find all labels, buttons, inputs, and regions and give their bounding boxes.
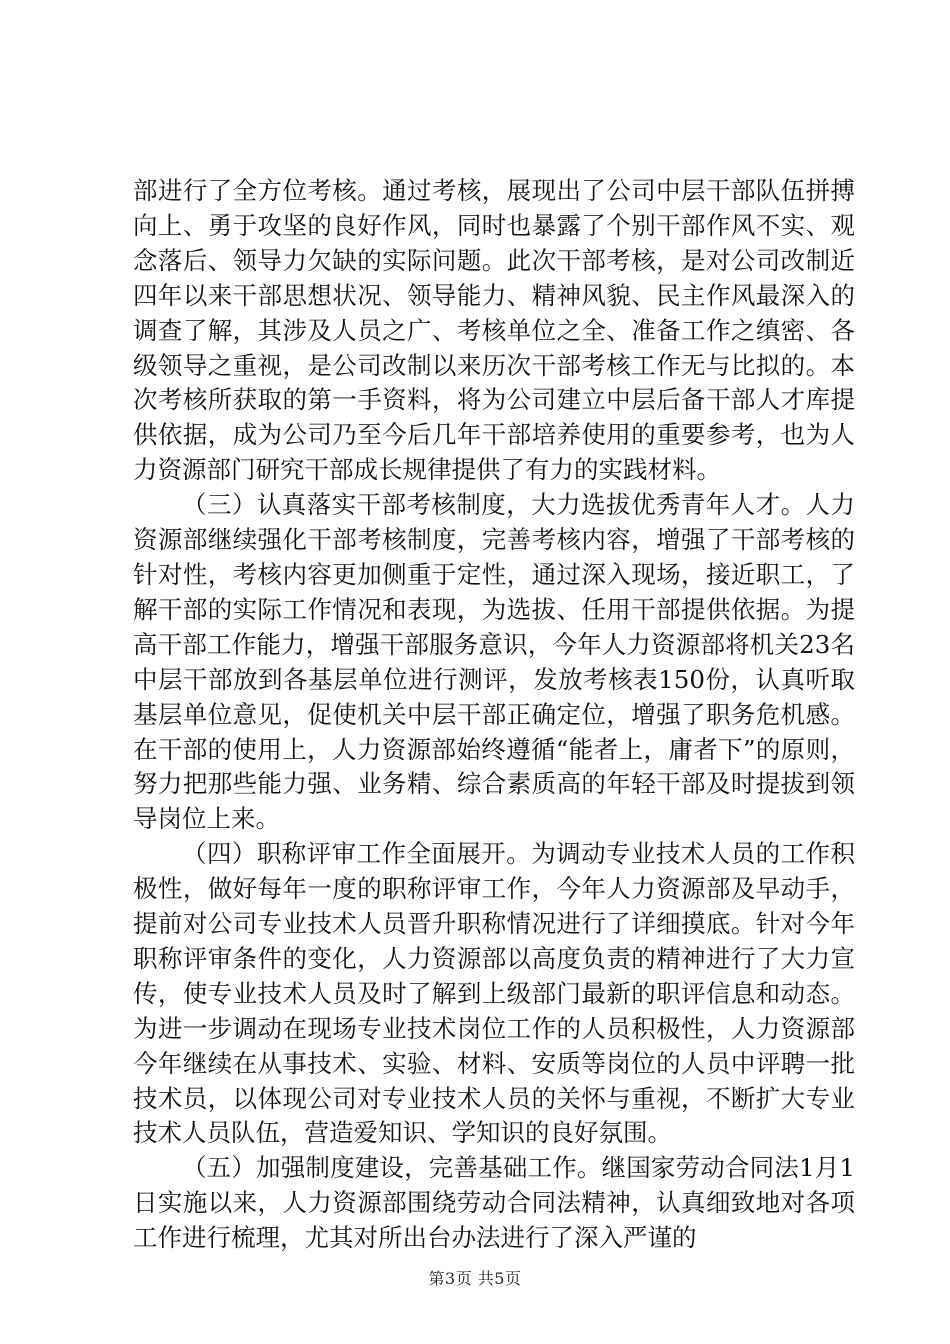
document-body (133, 174, 855, 1256)
paragraph-section-4: （四）职称评审工作全面展开。为调动专业技术人员的工作积极性，做好每年一度的职称评审工作，今年人力资源部及早动手，提前对公司专业技术人员晋升职称情况进行了详细摸底。针对今年职称评审条件的变化，人力资源部以高度负责的精神进行了大力宣传，使专业技术人员及时了解到上级部门最新的职评信息和动态。为进一步调动在现场专业技术岗位工作的人员积极性，人力资源部今年继续在从事技术、实验、材料、安质等岗位的人员中评聘一批技术员，以体现公司对专业技术人员的关怀与重视，不断扩大专业技术人员队伍，营造爱知识、学知识的良好氛围。 (133, 839, 855, 1148)
page-number-footer: 第3页 共5页 (428, 1269, 522, 1288)
paragraph-section-5: （五）加强制度建设，完善基础工作。继国家劳动合同法1月1日实施以来，人力资源部围绕劳动合同法精神，认真细致地对各项工作进行梳理，尤其对所出台办法进行了深入严谨的 (133, 1153, 855, 1253)
paragraph-section-3: （三）认真落实干部考核制度，大力选拔优秀青年人才。人力资源部继续强化干部考核制度，完善考核内容，增强了干部考核的针对性，考核内容更加侧重于定性，通过深入现场，接近职工，了解干部的实际工作情况和表现，为选拔、任用干部提供依据。为提高干部工作能力，增强干部服务意识，今年人力资源部将机关23名中层干部放到各基层单位进行测评，发放考核表150份，认真听取基层单位意见，促使机关中层干部正确定位，增强了职务危机感。在干部的使用上，人力资源部始终遵循“能者上，庸者下”的原则，努力把那些能力强、业务精、综合素质高的年轻干部及时提拔到领导岗位上来。 (133, 490, 855, 834)
paragraph-continuation: 部进行了全方位考核。通过考核，展现出了公司中层干部队伍拼搏向上、勇于攻坚的良好作风，同时也暴露了个别干部作风不实、观念落后、领导力欠缺的实际问题。此次干部考核，是对公司改制近四年以来干部思想状况、领导能力、精神风貌、民主作风最深入的调查了解，其涉及人员之广、考核单位之全、准备工作之缜密、各级领导之重视，是公司改制以来历次干部考核工作无与比拟的。本次考核所获取的第一手资料，将为公司建立中层后备干部人才库提供依据，成为公司乃至今后几年干部培养使用的重要参考，也为人力资源部门研究干部成长规律提供了有力的实践材料。 (133, 176, 855, 485)
